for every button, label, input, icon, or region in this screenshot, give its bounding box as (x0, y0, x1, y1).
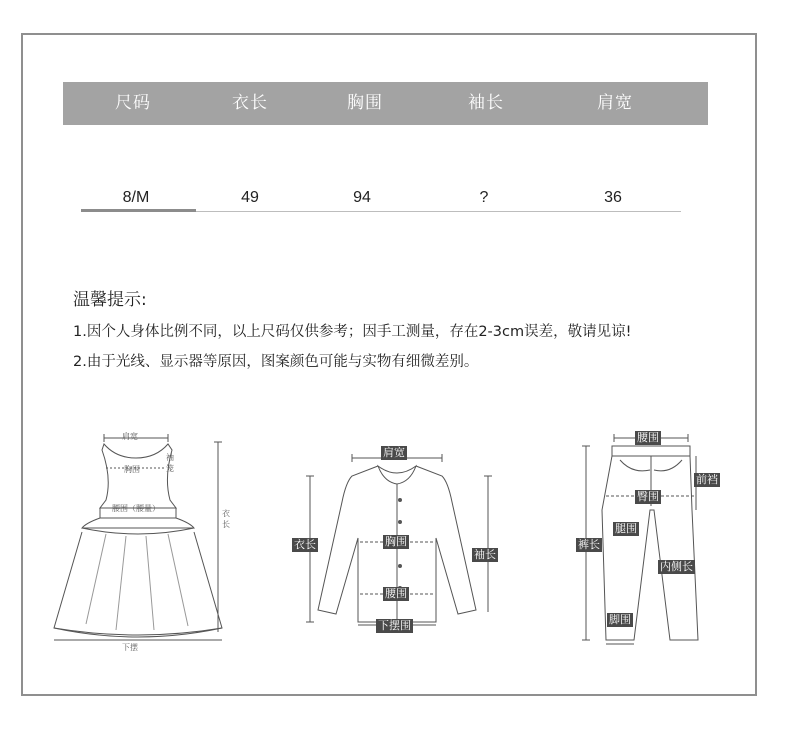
shirt-shoulder-label: 肩宽 (383, 446, 405, 459)
shirt-hem-label: 下摆围 (378, 619, 411, 632)
cell-shoulder: 36 (604, 189, 622, 206)
pants-rise-label: 前裆 (696, 473, 718, 486)
dress-waist-label: 腰围（腰量） (112, 504, 160, 513)
tip-line-1: 1.因个人身体比例不同，以上尺码仅供参考；因手工测量，存在2-3cm误差，敬请见谅! (73, 324, 632, 340)
cell-sleeve: ? (479, 189, 489, 206)
dress-diagram (46, 428, 246, 658)
cell-size: 8/M (122, 189, 150, 206)
header-shoulder: 肩宽 (597, 93, 633, 113)
dress-shoulder-label: 肩宽 (122, 432, 138, 441)
dress-hem-label: 下摆 (122, 643, 138, 652)
dress-chest-label: 胸围 (124, 465, 140, 474)
dress-illustration (46, 428, 246, 658)
header-length: 衣长 (232, 93, 268, 113)
pants-leg-opening-label: 脚围 (609, 613, 631, 626)
shirt-chest-label: 胸围 (385, 535, 407, 548)
tips-title: 温馨提示: (73, 290, 147, 310)
pants-waist-label: 腰围 (637, 431, 659, 444)
shirt-waist-label: 腰围 (385, 587, 407, 600)
pants-length-label: 裤长 (578, 538, 600, 551)
header-size: 尺码 (115, 93, 151, 113)
pants-inseam-label: 内侧长 (660, 560, 693, 573)
pants-diagram (572, 430, 722, 652)
shirt-sleeve-label: 袖长 (474, 548, 496, 561)
tip-line-2: 2.由于光线、显示器等原因，图案颜色可能与实物有细微差别。 (73, 354, 479, 370)
header-sleeve: 袖长 (468, 93, 504, 113)
cell-length: 49 (241, 189, 259, 206)
row-divider-accent (81, 209, 196, 212)
dress-length-label: 衣长 (222, 509, 230, 529)
size-table-header (63, 82, 708, 125)
cell-chest: 94 (353, 189, 371, 206)
dress-armhole-label: 袖笼 (166, 453, 174, 473)
shirt-length-label: 衣长 (294, 538, 316, 551)
pants-hip-label: 臀围 (637, 490, 659, 503)
shirt-diagram (292, 442, 507, 634)
header-chest: 胸围 (347, 93, 383, 113)
pants-thigh-label: 腿围 (615, 522, 637, 535)
